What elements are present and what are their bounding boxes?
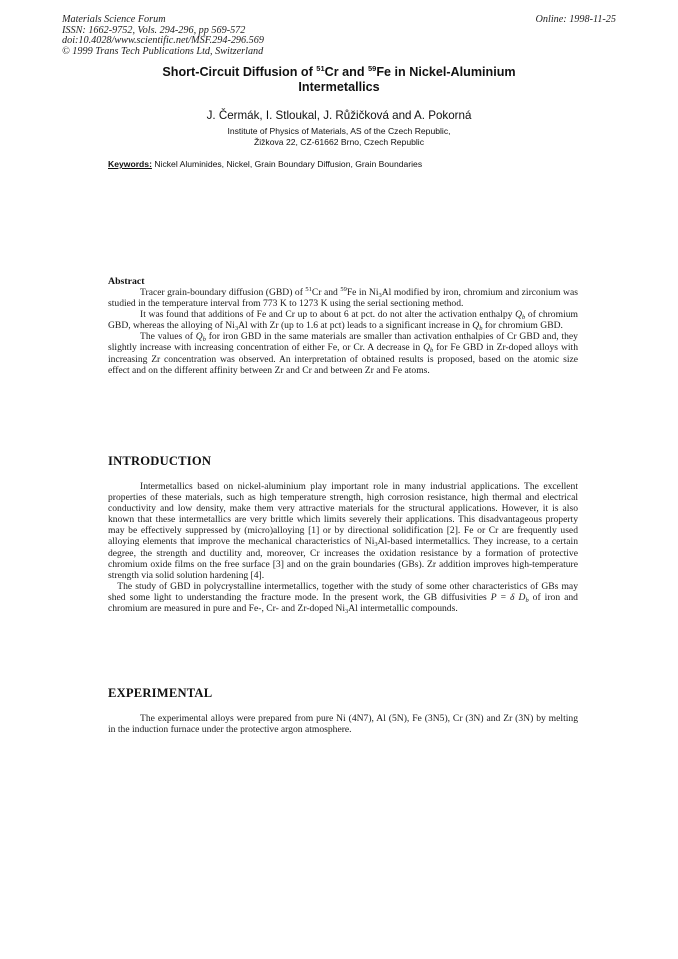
journal-name: Materials Science Forum: [62, 14, 166, 25]
journal-header: [62, 15, 264, 57]
abstract-paragraph-2: It was found that additions of Fe and Cr up to about 6 at pct. do not alter the activation enthalpy $Q_b$ of chromium GBD, whereas the alloying of $Ni_3Al$ with Zr (up to 1.6 at pct) leads to a significant increase in $Q_b$ for chromium GBD.: [108, 309, 578, 333]
introduction-paragraph-1: Intermetallics based on nickel-aluminium play important role in many industrial applications. The excellent properties of these materials, such as high temperature strength, high corrosion resistance, high thermal and electrical conductivity and low density, make them very attractive materials for the structural applications. However, it is also known that these intermetallics are very brittle which limits severely their applications. This disadvantageous property may be effectively suppressed by (micro)alloying [1] or by directional solidification [2]. Fe or Cr are frequently used alloying elements that improve the mechanical characteristics of $Ni_3Al$-based intermetallics. They increase, to a certain degree, the strength and ductility and, moreover, Cr increases the oxidation resistance by a formation of protective chromium oxide films on the free surface [3] and on the grain boundaries (GBs). Zr addition improves high-temperature strength via solid solution hardening [4].: [108, 481, 579, 581]
affiliation: [80, 126, 598, 147]
affiliation-line-1: Institute of Physics of Materials, AS of the Czech Republic,: [227, 126, 451, 136]
title-line-2: Intermetallics: [298, 79, 380, 94]
introduction-heading: INTRODUCTION: [108, 454, 212, 468]
title-isotope-fe: 59: [368, 64, 377, 73]
experimental-heading: EXPERIMENTAL: [108, 686, 213, 700]
journal-issn: ISSN: 1662-9752, Vols. 294-296, pp 569-572: [62, 24, 246, 36]
keywords-text: Nickel Aluminides, Nickel, Grain Boundary Diffusion, Grain Boundaries: [151, 159, 423, 169]
abstract-paragraph-1: Tracer grain-boundary diffusion (GBD) of $^{51}$Cr and $^{59}$Fe in $Ni_3Al$ modified by iron, chromium and zirconium was studied in the temperature interval from 773 K to 1273 K using the serial sectioning method.: [108, 286, 578, 310]
author-list: J. Čermák, I. Stloukal, J. Růžičková and A. Pokorná: [206, 109, 472, 122]
introduction-body: [108, 481, 581, 616]
title-text: Short-Circuit Diffusion of: [162, 65, 317, 79]
journal-copyright: © 1999 Trans Tech Publications Ltd, Switzerland: [62, 45, 264, 57]
keywords-label: Keywords:: [108, 159, 152, 169]
keywords: [108, 159, 578, 170]
paper-title: [80, 65, 598, 94]
introduction-paragraph-2: The study of GBD in polycrystalline intermetallics, together with the study of some other characteristics of GBs may shed some light to understanding the fracture mode. In the present work, the GB diffusivities P = δ $D_b$ of iron and chromium are measured in pure and Fe-, Cr- and Zr-doped $Ni_3Al$ intermetallic compounds.: [108, 580, 581, 616]
title-isotope-cr: 51: [316, 64, 325, 73]
online-date: Online: 1998-11-25: [535, 14, 616, 25]
experimental-body: [108, 713, 578, 735]
journal-doi: doi:10.4028/www.scientific.net/MSF.294-296.569: [62, 35, 264, 47]
affiliation-line-2: Žižkova 22, CZ-61662 Brno, Czech Republic: [253, 136, 425, 147]
title-text: Fe in Nickel-Aluminium: [376, 65, 516, 79]
experimental-paragraph-1: The experimental alloys were prepared from pure Ni (4N7), Al (5N), Fe (3N5), Cr (3N) and Zr (3N) by melting in the induction furnace under the protective argon atmosphere.: [108, 713, 578, 736]
title-line-1: [80, 65, 598, 80]
abstract-heading: Abstract: [108, 276, 145, 287]
abstract-paragraph-3: The values of $Q_b$ for iron GBD in the same materials are smaller than activation enthalpies of Cr GBD and, they slightly increase with increasing concentration of either Fe, or Cr. A decrease in $Q_b$ for Fe GBD in Zr-doped alloys with increasing Zr concentration was observed. An interpretation of obtained results is proposed, based on the atomic size effect and on the different affinity between Zr and Cr and between Zr and Fe atoms.: [108, 331, 578, 376]
abstract-body: [108, 287, 578, 376]
title-text: Cr and: [324, 65, 369, 79]
